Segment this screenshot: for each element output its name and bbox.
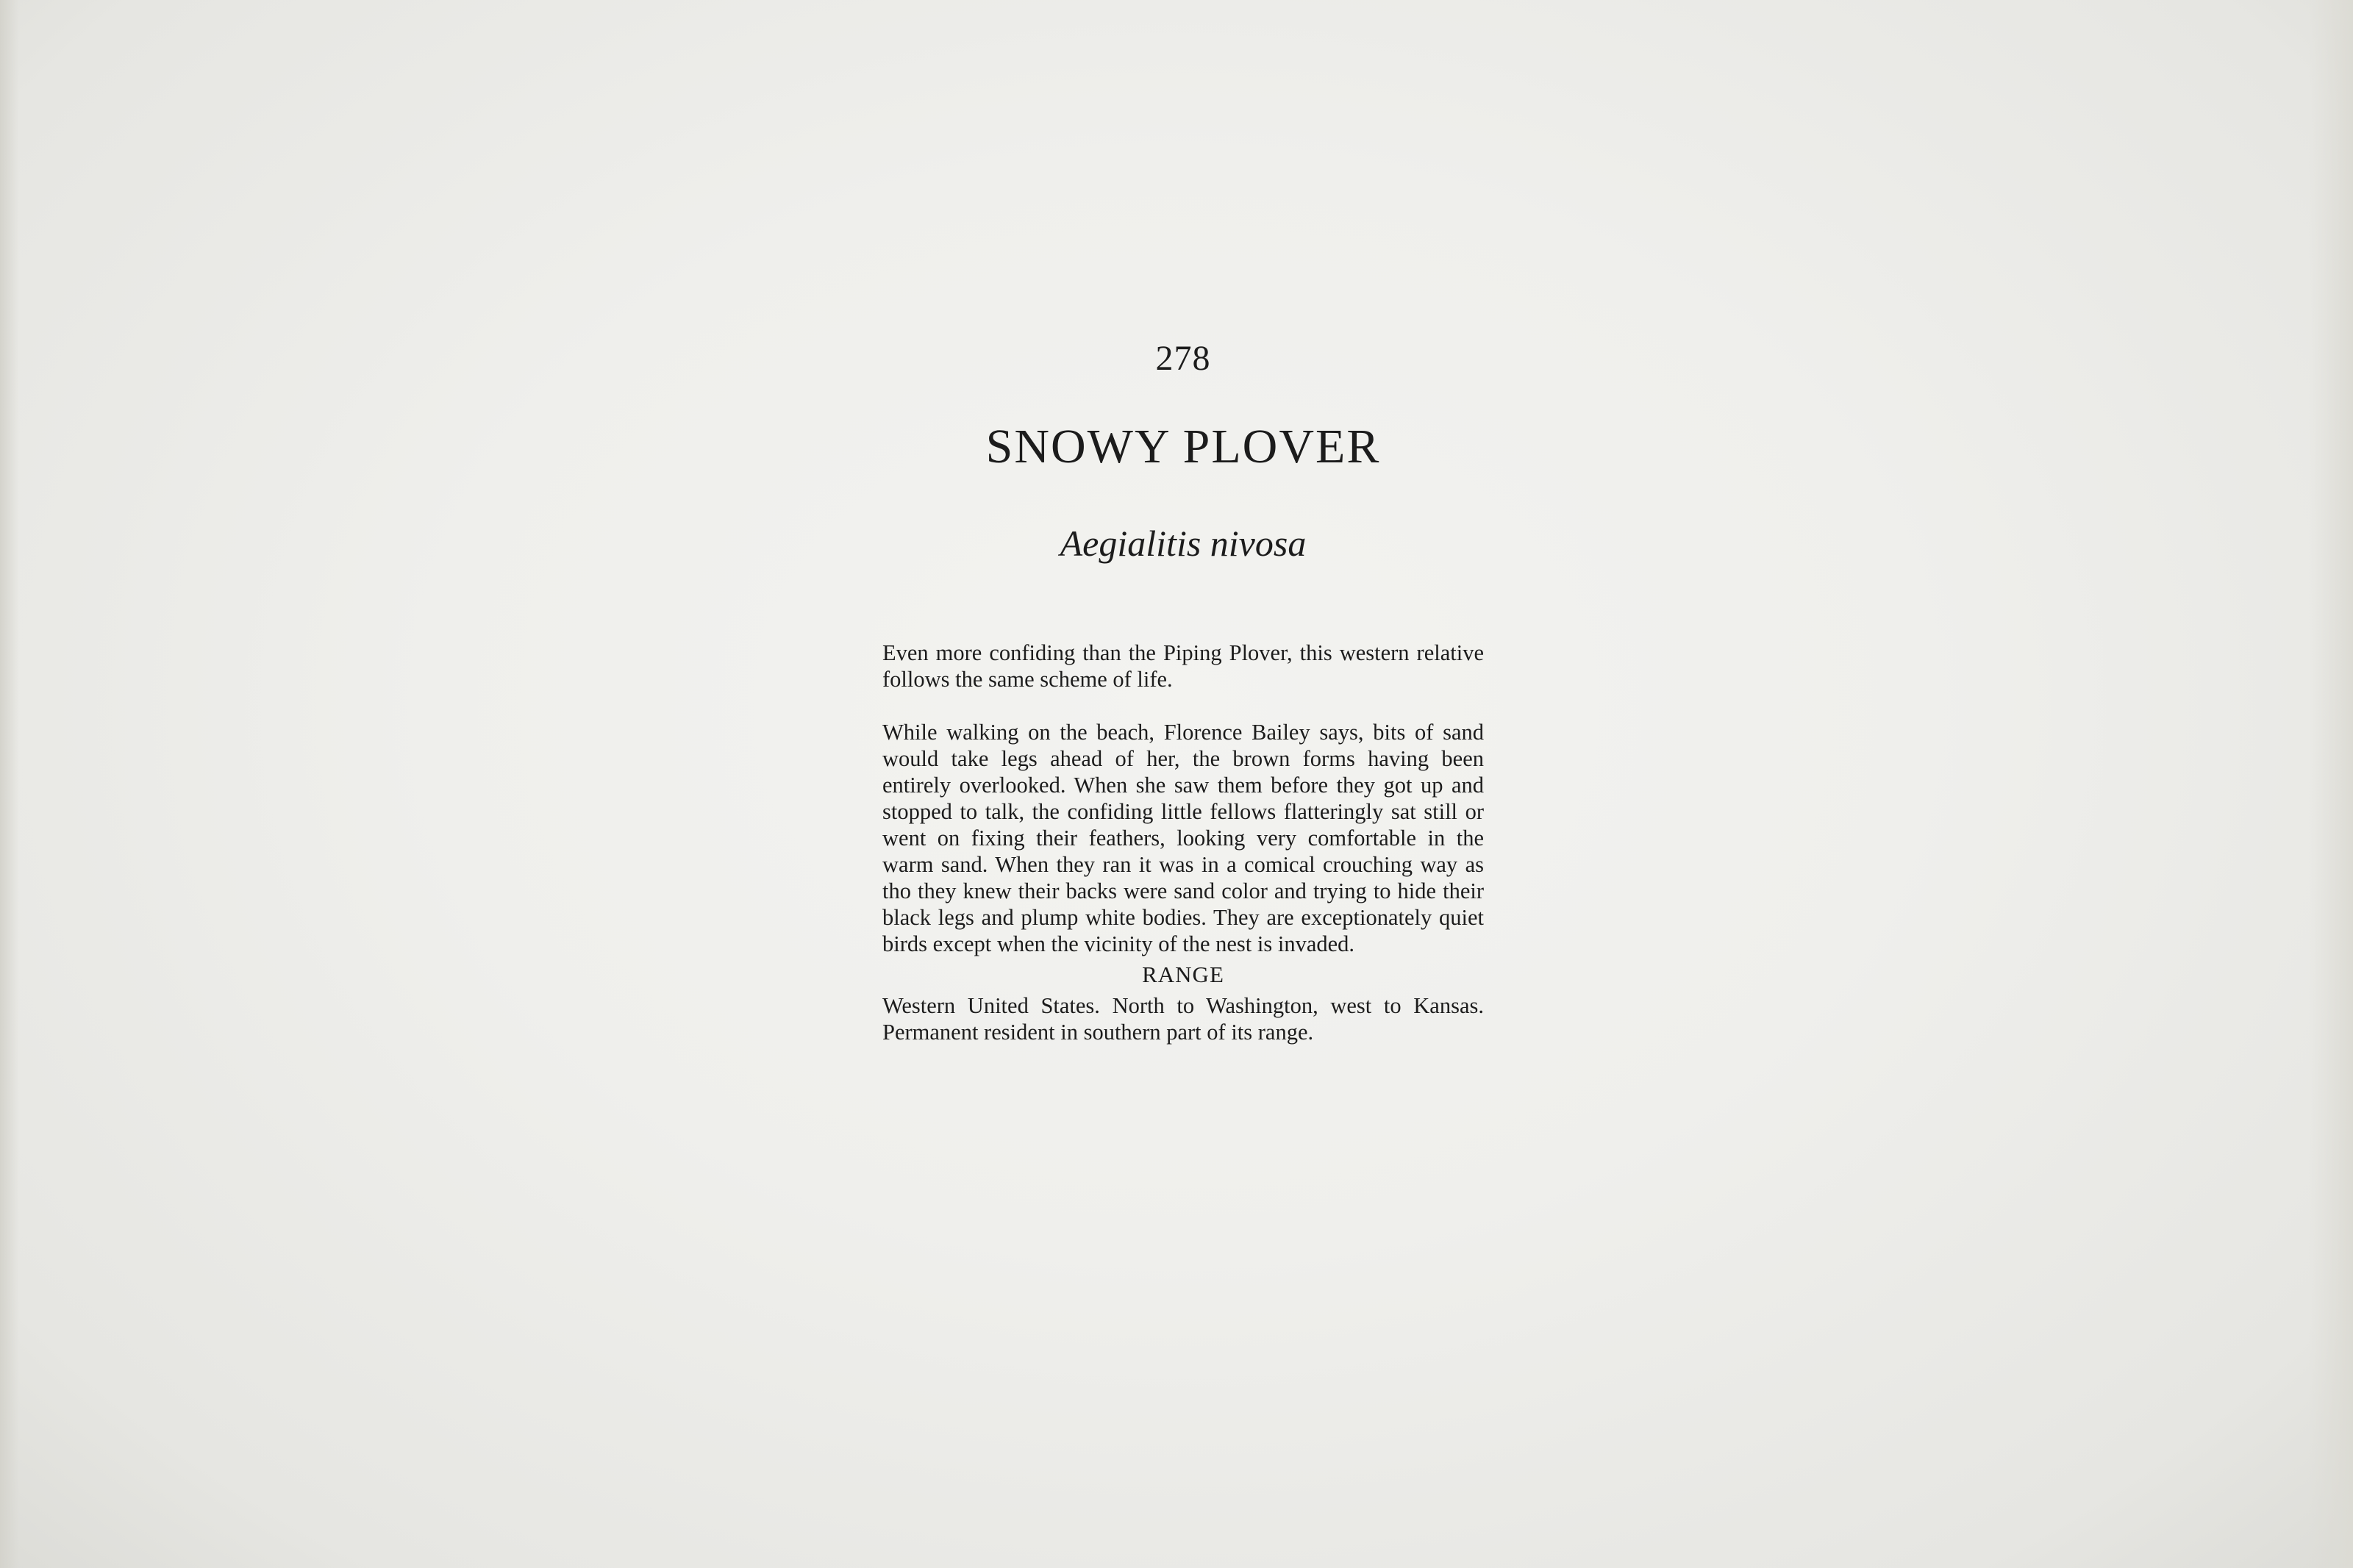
page-right-edge [2309,0,2353,1568]
paragraph-description: While walking on the beach, Florence Bailey says, bits of sand would take legs ahead of her, the brown forms having been entirely overlooked. When she saw them before they got up and stopped to talk, the confiding little fellows flatteringly sat still or went on fixing their feathers, looking very comfortable in the warm sand. When they ran it was in a comical crouching way as tho they knew their backs were sand color and trying to hide their black legs and plump white bodies. They are exceptionately quiet birds except when the vicinity of the nest is invaded. [882,720,1484,956]
page-left-edge [0,0,19,1568]
page-title: SNOWY PLOVER [985,420,1381,473]
range-heading: RANGE [1142,962,1224,987]
range-text: Western United States. North to Washington, west to Kansas. Permanent resident in southern part of its range. [882,993,1484,1045]
scientific-name: Aegialitis nivosa [1060,523,1307,564]
paragraph-intro: Even more confiding than the Piping Plover, this western relative follows the same scheme of life. [882,640,1484,692]
body-text [882,640,1484,1045]
page-number: 278 [1155,339,1211,378]
